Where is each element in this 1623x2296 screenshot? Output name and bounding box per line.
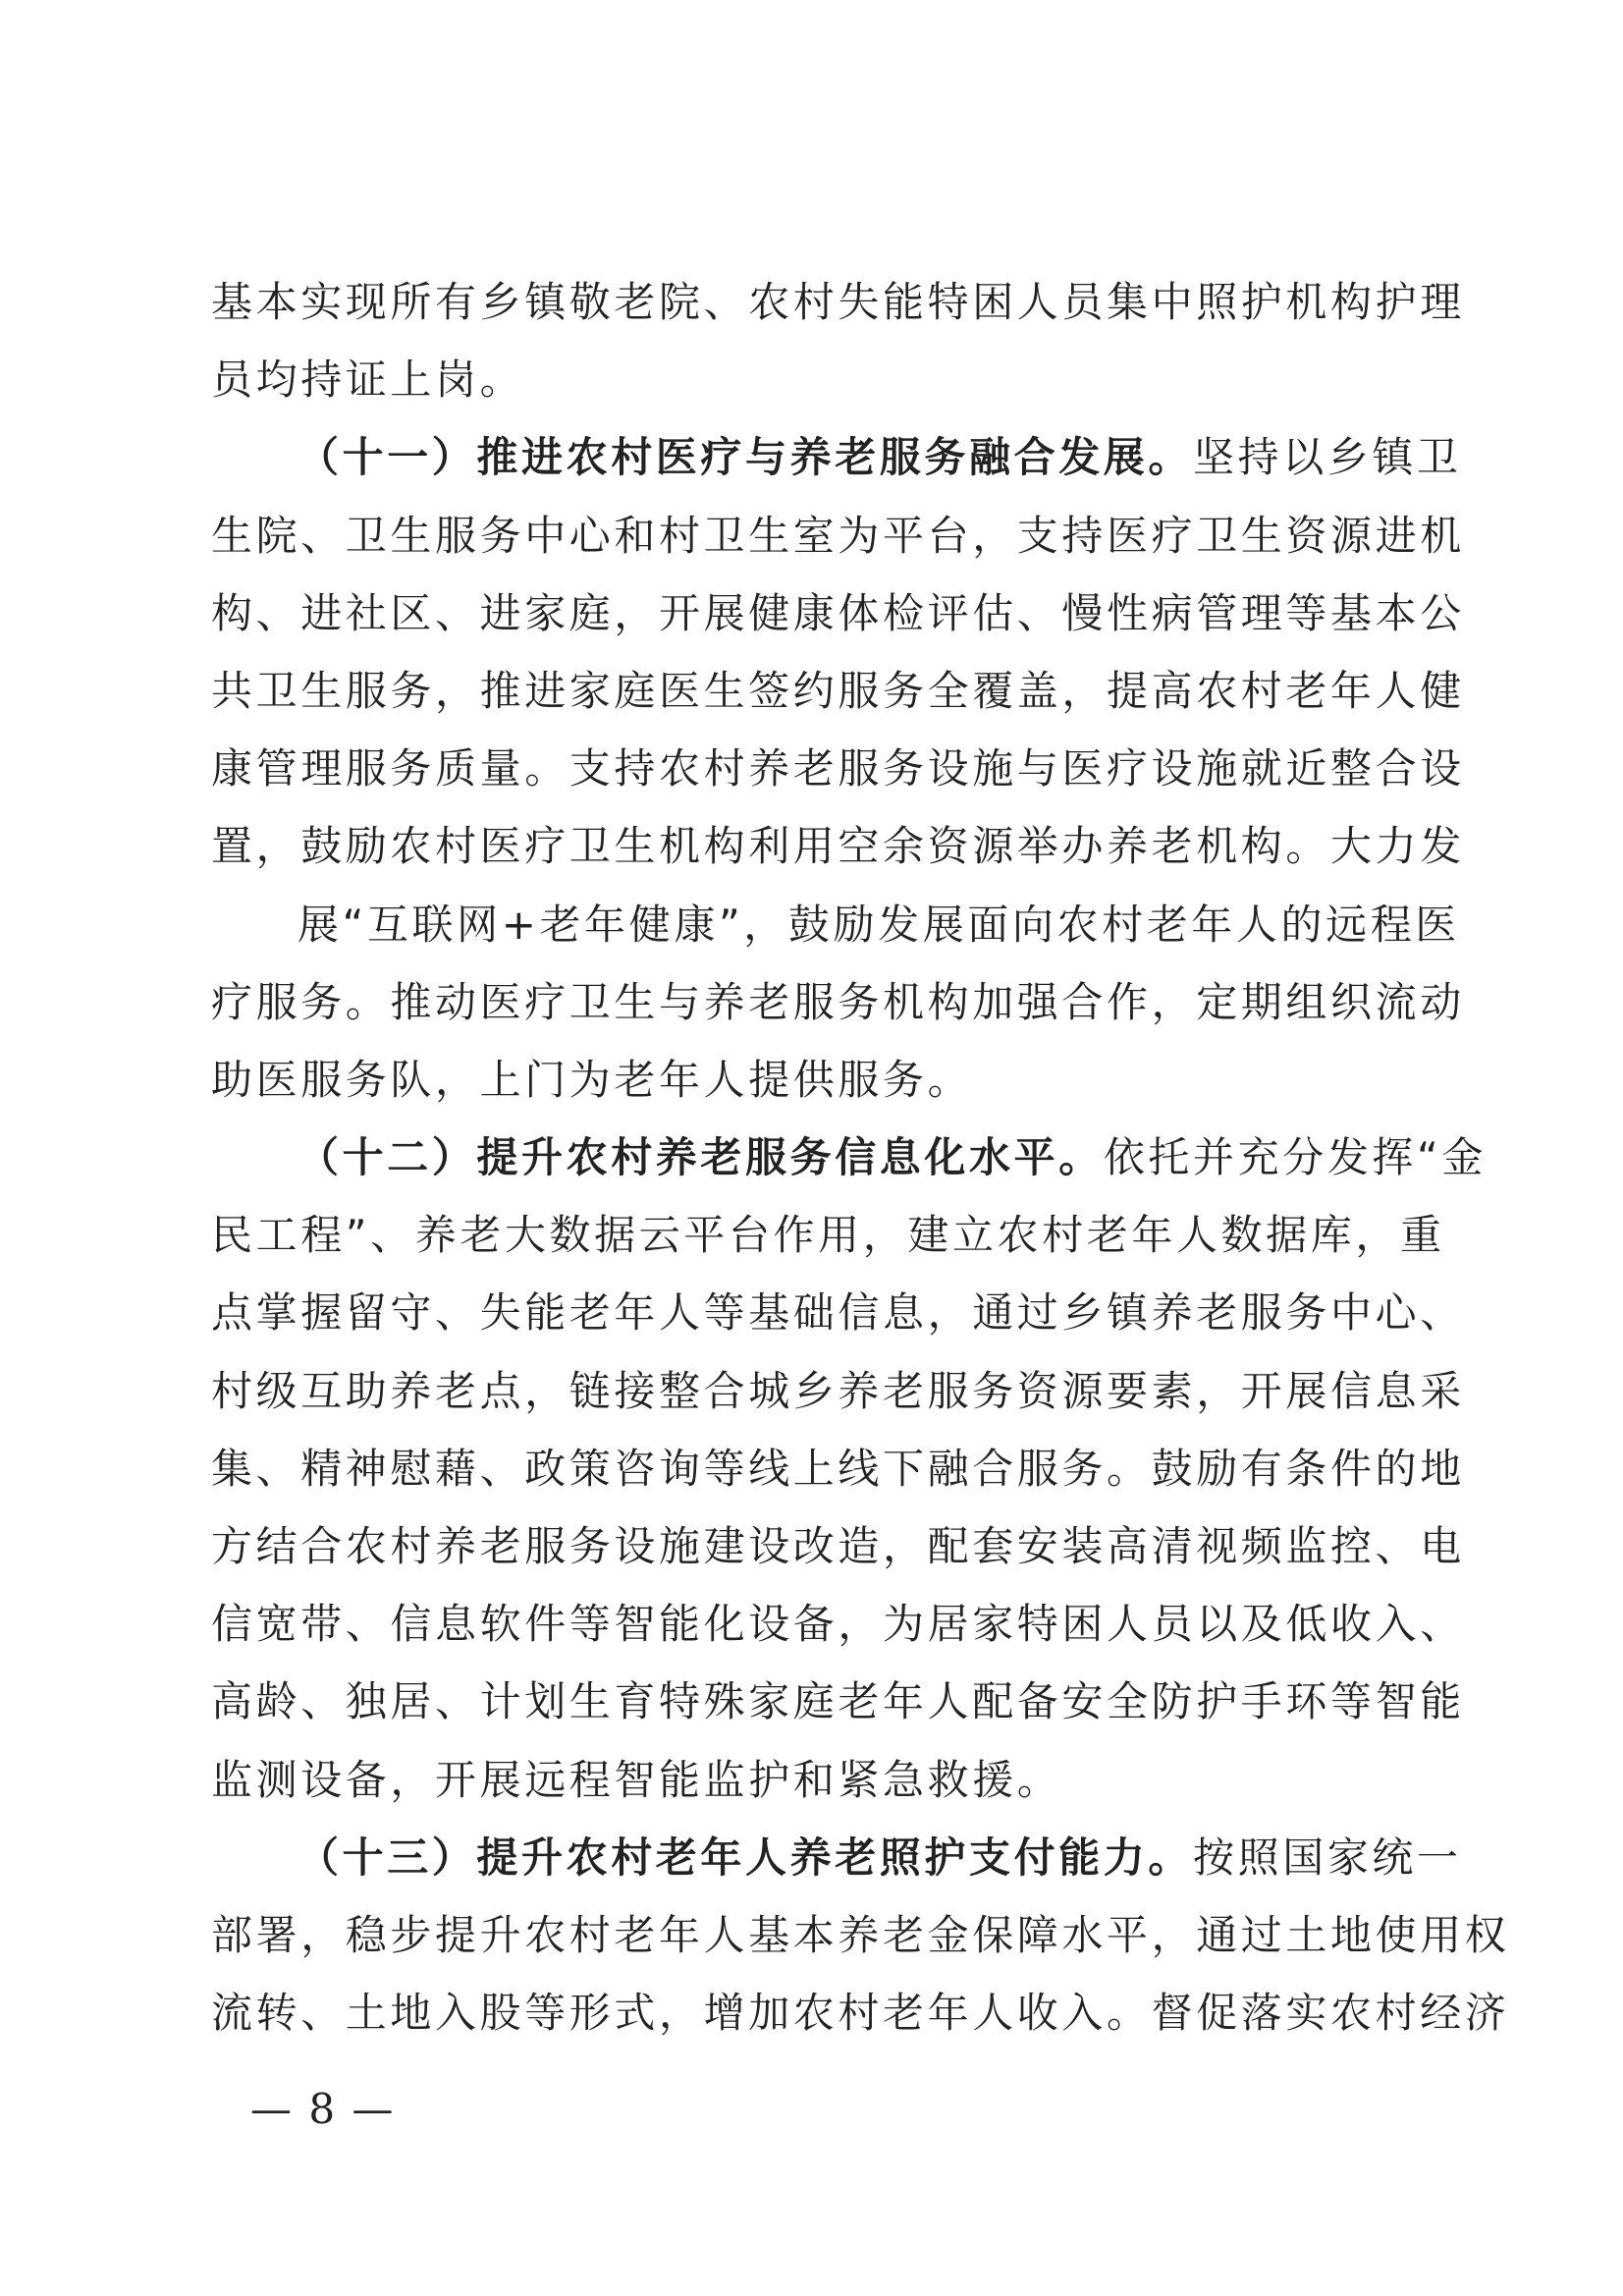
text-line: 构、进社区、进家庭，开展健康体检评估、慢性病管理等基本公 (211, 588, 1465, 637)
text-line: 高龄、独居、计划生育特殊家庭老年人配备安全防护手环等智能 (211, 1677, 1465, 1726)
text-line: 员均持证上岗。 (211, 355, 525, 405)
text-line: 方结合农村养老服务设施建设改造，配套安装高清视频监控、电 (211, 1522, 1465, 1570)
text-line: 置，鼓励农村医疗卫生机构利用空余资源举办养老机构。大力发 (211, 822, 1465, 871)
section-line (211, 1819, 1462, 1896)
section-line (211, 418, 1462, 496)
text-line: 助医服务队，上门为老年人提供服务。 (211, 1055, 973, 1104)
text-line: 集、精神慰藉、政策咨询等线上线下融合服务。鼓励有条件的地 (211, 1444, 1465, 1493)
section-line (211, 1119, 1487, 1196)
text-line: 康管理服务质量。支持农村养老服务设施与医疗设施就近整合设 (211, 744, 1465, 793)
text-line: 基本实现所有乡镇敬老院、农村失能特困人员集中照护机构护理 (211, 278, 1465, 326)
section-heading: （十二）提升农村养老服务信息化水平。 (298, 1133, 1104, 1182)
text-line: 部署，稳步提升农村老年人基本养老金保障水平，通过土地使用权 (211, 1910, 1510, 1959)
text-line: 民工程”、养老大数据云平台作用，建立农村老年人数据库，重 (211, 1211, 1445, 1260)
body-text (211, 263, 1510, 2051)
text-run: 坚持以乡镇卫 (1193, 433, 1462, 482)
text-line: 流转、土地入股等形式，增加农村老年人收入。督促落实农村经济 (211, 1989, 1510, 2038)
text-line: 展“互联网+老年健康”，鼓励发展面向农村老年人的远程医 (298, 900, 1460, 949)
text-line: 信宽带、信息软件等智能化设备，为居家特困人员以及低收入、 (211, 1600, 1465, 1649)
text-line: 点掌握留守、失能老年人等基础信息，通过乡镇养老服务中心、 (211, 1288, 1465, 1338)
text-line: 共卫生服务，推进家庭医生签约服务全覆盖，提高农村老年人健 (211, 666, 1465, 715)
section-heading: （十一）推进农村医疗与养老服务融合发展。 (298, 433, 1194, 482)
page-number: — 8 — (250, 2085, 396, 2133)
text-run: 按照国家统一 (1193, 1832, 1462, 1882)
text-line: 村级互助养老点，链接整合城乡养老服务资源要素，开展信息采 (211, 1366, 1465, 1415)
text-line: 监测设备，开展远程智能监护和紧急救援。 (211, 1755, 1062, 1804)
text-run: 依托并充分发挥“金 (1103, 1133, 1487, 1182)
text-line: 生院、卫生服务中心和村卫生室为平台，支持医疗卫生资源进机 (211, 511, 1465, 560)
section-heading: （十三）提升农村老年人养老照护支付能力。 (298, 1832, 1194, 1882)
text-line: 疗服务。推动医疗卫生与养老服务机构加强合作，定期组织流动 (211, 977, 1465, 1026)
